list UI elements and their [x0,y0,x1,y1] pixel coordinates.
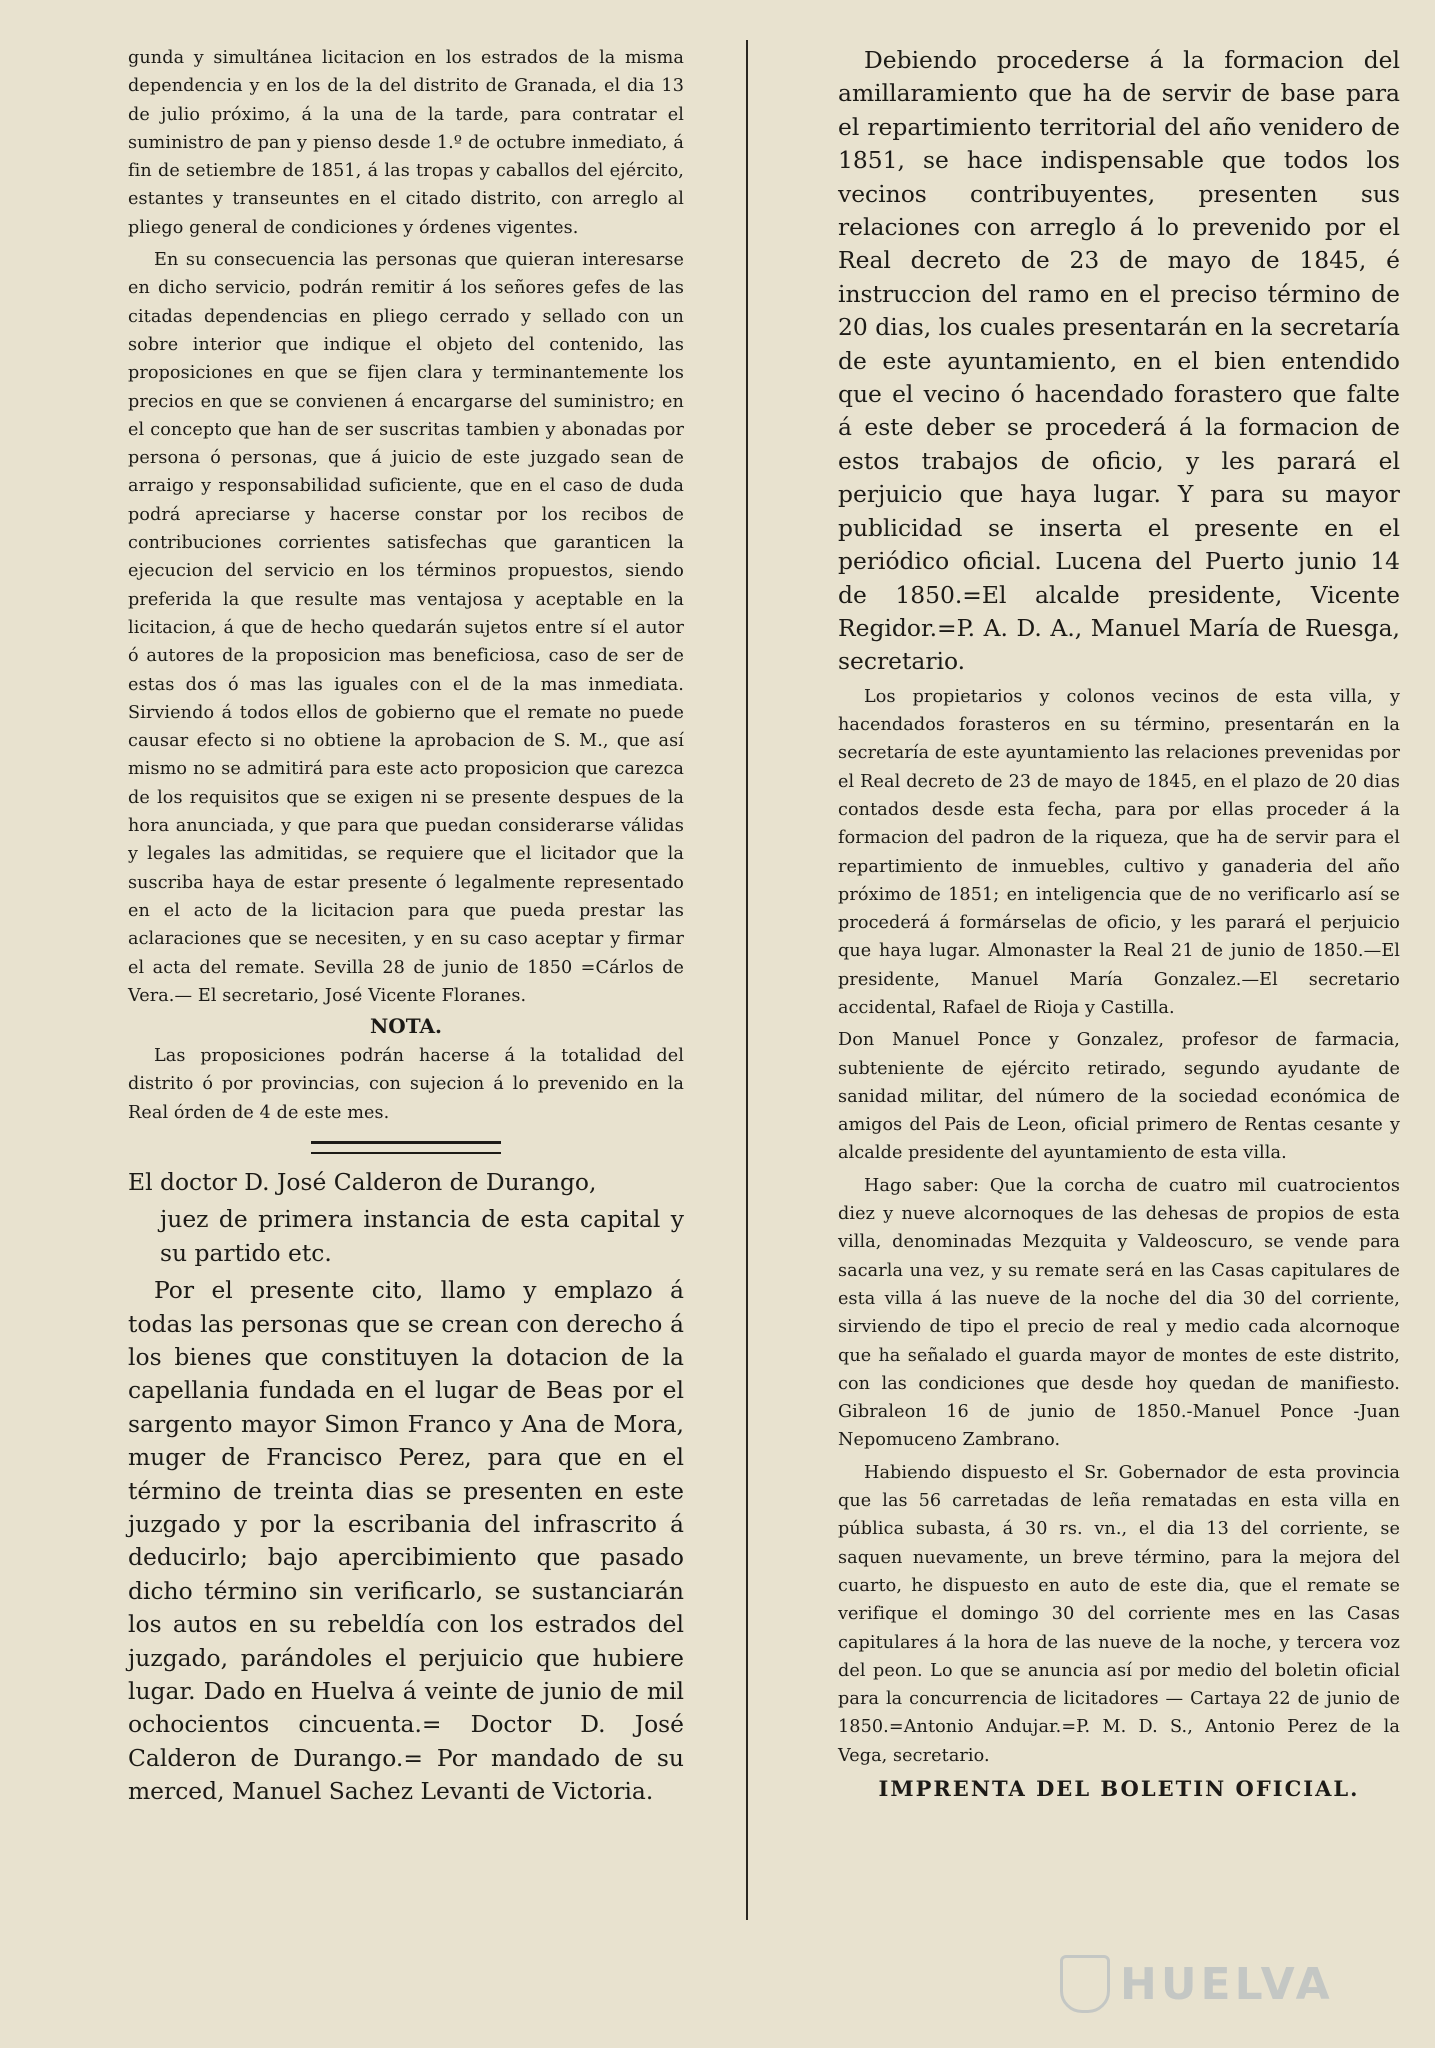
printer-imprint: IMPRENTA DEL BOLETIN OFICIAL. [878,1776,1360,1801]
auction-notice-continuation: gunda y simultánea licitacion en los estrados de la misma dependencia y en los de la del distrito de Granada, el dia 13 de julio próximo, á la una de la tarde, para contratar el suministro de pan y pienso desde 1.º de octubre inmediato, á fin de setiembre de 1851, á las tropas y caballos del ejército, estantes y transeuntes en el citado distrito, con arreglo al pliego general de condiciones y órdenes vigentes. [128,48,684,238]
right-column [838,44,1400,1801]
note-title: NOTA. [370,1014,442,1039]
edict-body: Por el presente cito, llamo y emplazo á todas las personas que se crean con derecho á los bienes que constituyen la dotacion de la capellania fundada en el lugar de Beas por el sargento mayor Simon Franco y Ana de Mora, muger de Francisco Perez, para que en el término de treinta dias se presenten en este juzgado y por la escribania del infrascrito á deducirlo; bajo apercibimiento que pasado dicho término sin verificarlo, se sustanciarán los autos en su rebeldía con los estrados del juzgado, parándoles el perjuicio que hubiere lugar. Dado en Huelva á veinte de junio de mil ochocientos cincuenta.= Doctor D. José Calderon de Durango.= Por mandado de su merced, Manuel Sachez Levanti de Victoria. [128,1276,684,1806]
lucena-notice: Debiendo procederse á la formacion del amillaramiento que ha de servir de base para el repartimiento territorial del año venidero de 1851, se hace indispensable que todos los vecinos contribuyentes, presenten sus relaciones con arreglo á lo prevenido por el Real decreto de 23 de mayo de 1845, é instruccion del ramo en el preciso término de 20 dias, los cuales presentarán en la secretaría de este ayuntamiento, en el bien entendido que el vecino ó hacendado forastero que falte á este deber se procederá á la formacion de estos trabajos de oficio, y les parará el perjuicio que haya lugar. Y para su mayor publicidad se inserta el presente en el periódico oficial. Lucena del Puerto junio 14 de 1850.=El alcalde presidente, Vicente Regidor.=P. A. D. A., Manuel María de Ruesga, secretario. [838,46,1400,676]
column-rule [746,40,748,1920]
gibraleon-notice-intro: Don Manuel Ponce y Gonzalez, profesor de farmacia, subteniente de ejército retirado, segundo ayudante de sanidad militar, del número de la sociedad económica de amigos del Pais de Leon, oficial primero de Rentas cesante y alcalde presidente del ayuntamiento de esta villa. [838,1030,1400,1164]
archive-watermark [1060,1952,1380,2016]
auction-notice-conditions: En su consecuencia las personas que quieran interesarse en dicho servicio, podrán remitir á los señores gefes de las citadas dependencias en pliego cerrado y sellado con un sobre interior que indique el objeto del contenido, las proposiciones en que se fijen clara y terminantemente los precios en que se convienen á encargarse del suministro; en el concepto que han de ser suscritas tambien y abonadas por persona ó personas, que á juicio de este juzgado sean de arraigo y responsabilidad suficiente, que en el caso de duda podrá apreciarse y hacerse constar por los recibos de contribuciones corrientes satisfechas que garanticen la ejecucion del servicio en los términos propuestos, siendo preferida la que resulte mas ventajosa y aceptable en la licitacion, á que de hecho quedarán sujetos entre sí el autor ó autores de la proposicion mas beneficiosa, caso de ser de estas dos ó mas las iguales con el de la mas inmediata. Sirviendo á todos ellos de gobierno que el remate no puede causar efecto si no obtiene la aprobacion de S. M., que así mismo no se admitirá para este acto proposicion que carezca de los requisitos que se exigen ni se presente despues de la hora anunciada, y que para que puedan considerarse válidas y legales las admitidas, se requiere que el licitador que la suscriba haya de estar presente ó legalmente representado en el acto de la licitacion para que pueda prestar las aclaraciones que se necesiten, y en su caso aceptar y firmar el acta del remate. Sevilla 28 de junio de 1850 =Cárlos de Vera.— El secretario, José Vicente Floranes. [128,250,684,1006]
watermark-text: HUELVA [1120,1958,1334,2010]
shield-icon [1060,1955,1110,2013]
almonaster-notice: Los propietarios y colonos vecinos de esta villa, y hacendados forasteros en su término, presentarán en la secretaría de este ayuntamiento las relaciones prevenidas por el Real decreto de 23 de mayo de 1845, en el plazo de 20 dias contados desde esta fecha, para por ellas proceder á la formacion del padron de la riqueza, que ha de servir para el repartimiento de inmuebles, cultivo y ganaderia del año próximo de 1851; en inteligencia que de no verificarlo así se procederá á formárselas de oficio, y les parará el perjuicio que haya lugar. Almonaster la Real 21 de junio de 1850.—El presidente, Manuel María Gonzalez.—El secretario accidental, Rafael de Rioja y Castilla. [838,686,1400,1018]
edict-subheading: juez de primera instancia de esta capital y su partido etc. [160,1205,684,1267]
left-column [128,44,684,1813]
section-divider-ornament [128,1141,684,1154]
edict-heading: El doctor D. José Calderon de Durango, [128,1167,597,1196]
cartaya-notice: Habiendo dispuesto el Sr. Gobernador de esta provincia que las 56 carretadas de leña rematadas en esta villa en pública subasta, á 30 rs. vn., el dia 13 del corriente, se saquen nuevamente, un breve término, para la mejora del cuarto, he dispuesto en auto de este dia, que el remate se verifique el domingo 30 del corriente mes en las Casas capitulares á la hora de las nueve de la noche, y tercera voz del peon. Lo que se anuncia así por medio del boletin oficial para la concurrencia de licitadores — Cartaya 22 de junio de 1850.=Antonio Andujar.=P. M. D. S., Antonio Perez de la Vega, secretario. [838,1462,1400,1766]
gibraleon-notice-body: Hago saber: Que la corcha de cuatro mil cuatrocientos diez y nueve alcornoques de las dehesas de propios de esta villa, denominadas Mezquita y Valdeoscuro, se vende para sacarla una vez, y su remate será en las Casas capitulares de esta villa á las nueve de la noche del dia 30 del corriente, sirviendo de tipo el precio de real y medio cada alcornoque que ha señalado el guarda mayor de montes de este distrito, con las condiciones que desde hoy quedan de manifiesto. Gibraleon 16 de junio de 1850.-Manuel Ponce -Juan Nepomuceno Zambrano. [838,1175,1400,1451]
note-text: Las proposiciones podrán hacerse á la totalidad del distrito ó por provincias, con sujecion á lo prevenido en la Real órden de 4 de este mes. [128,1046,684,1123]
